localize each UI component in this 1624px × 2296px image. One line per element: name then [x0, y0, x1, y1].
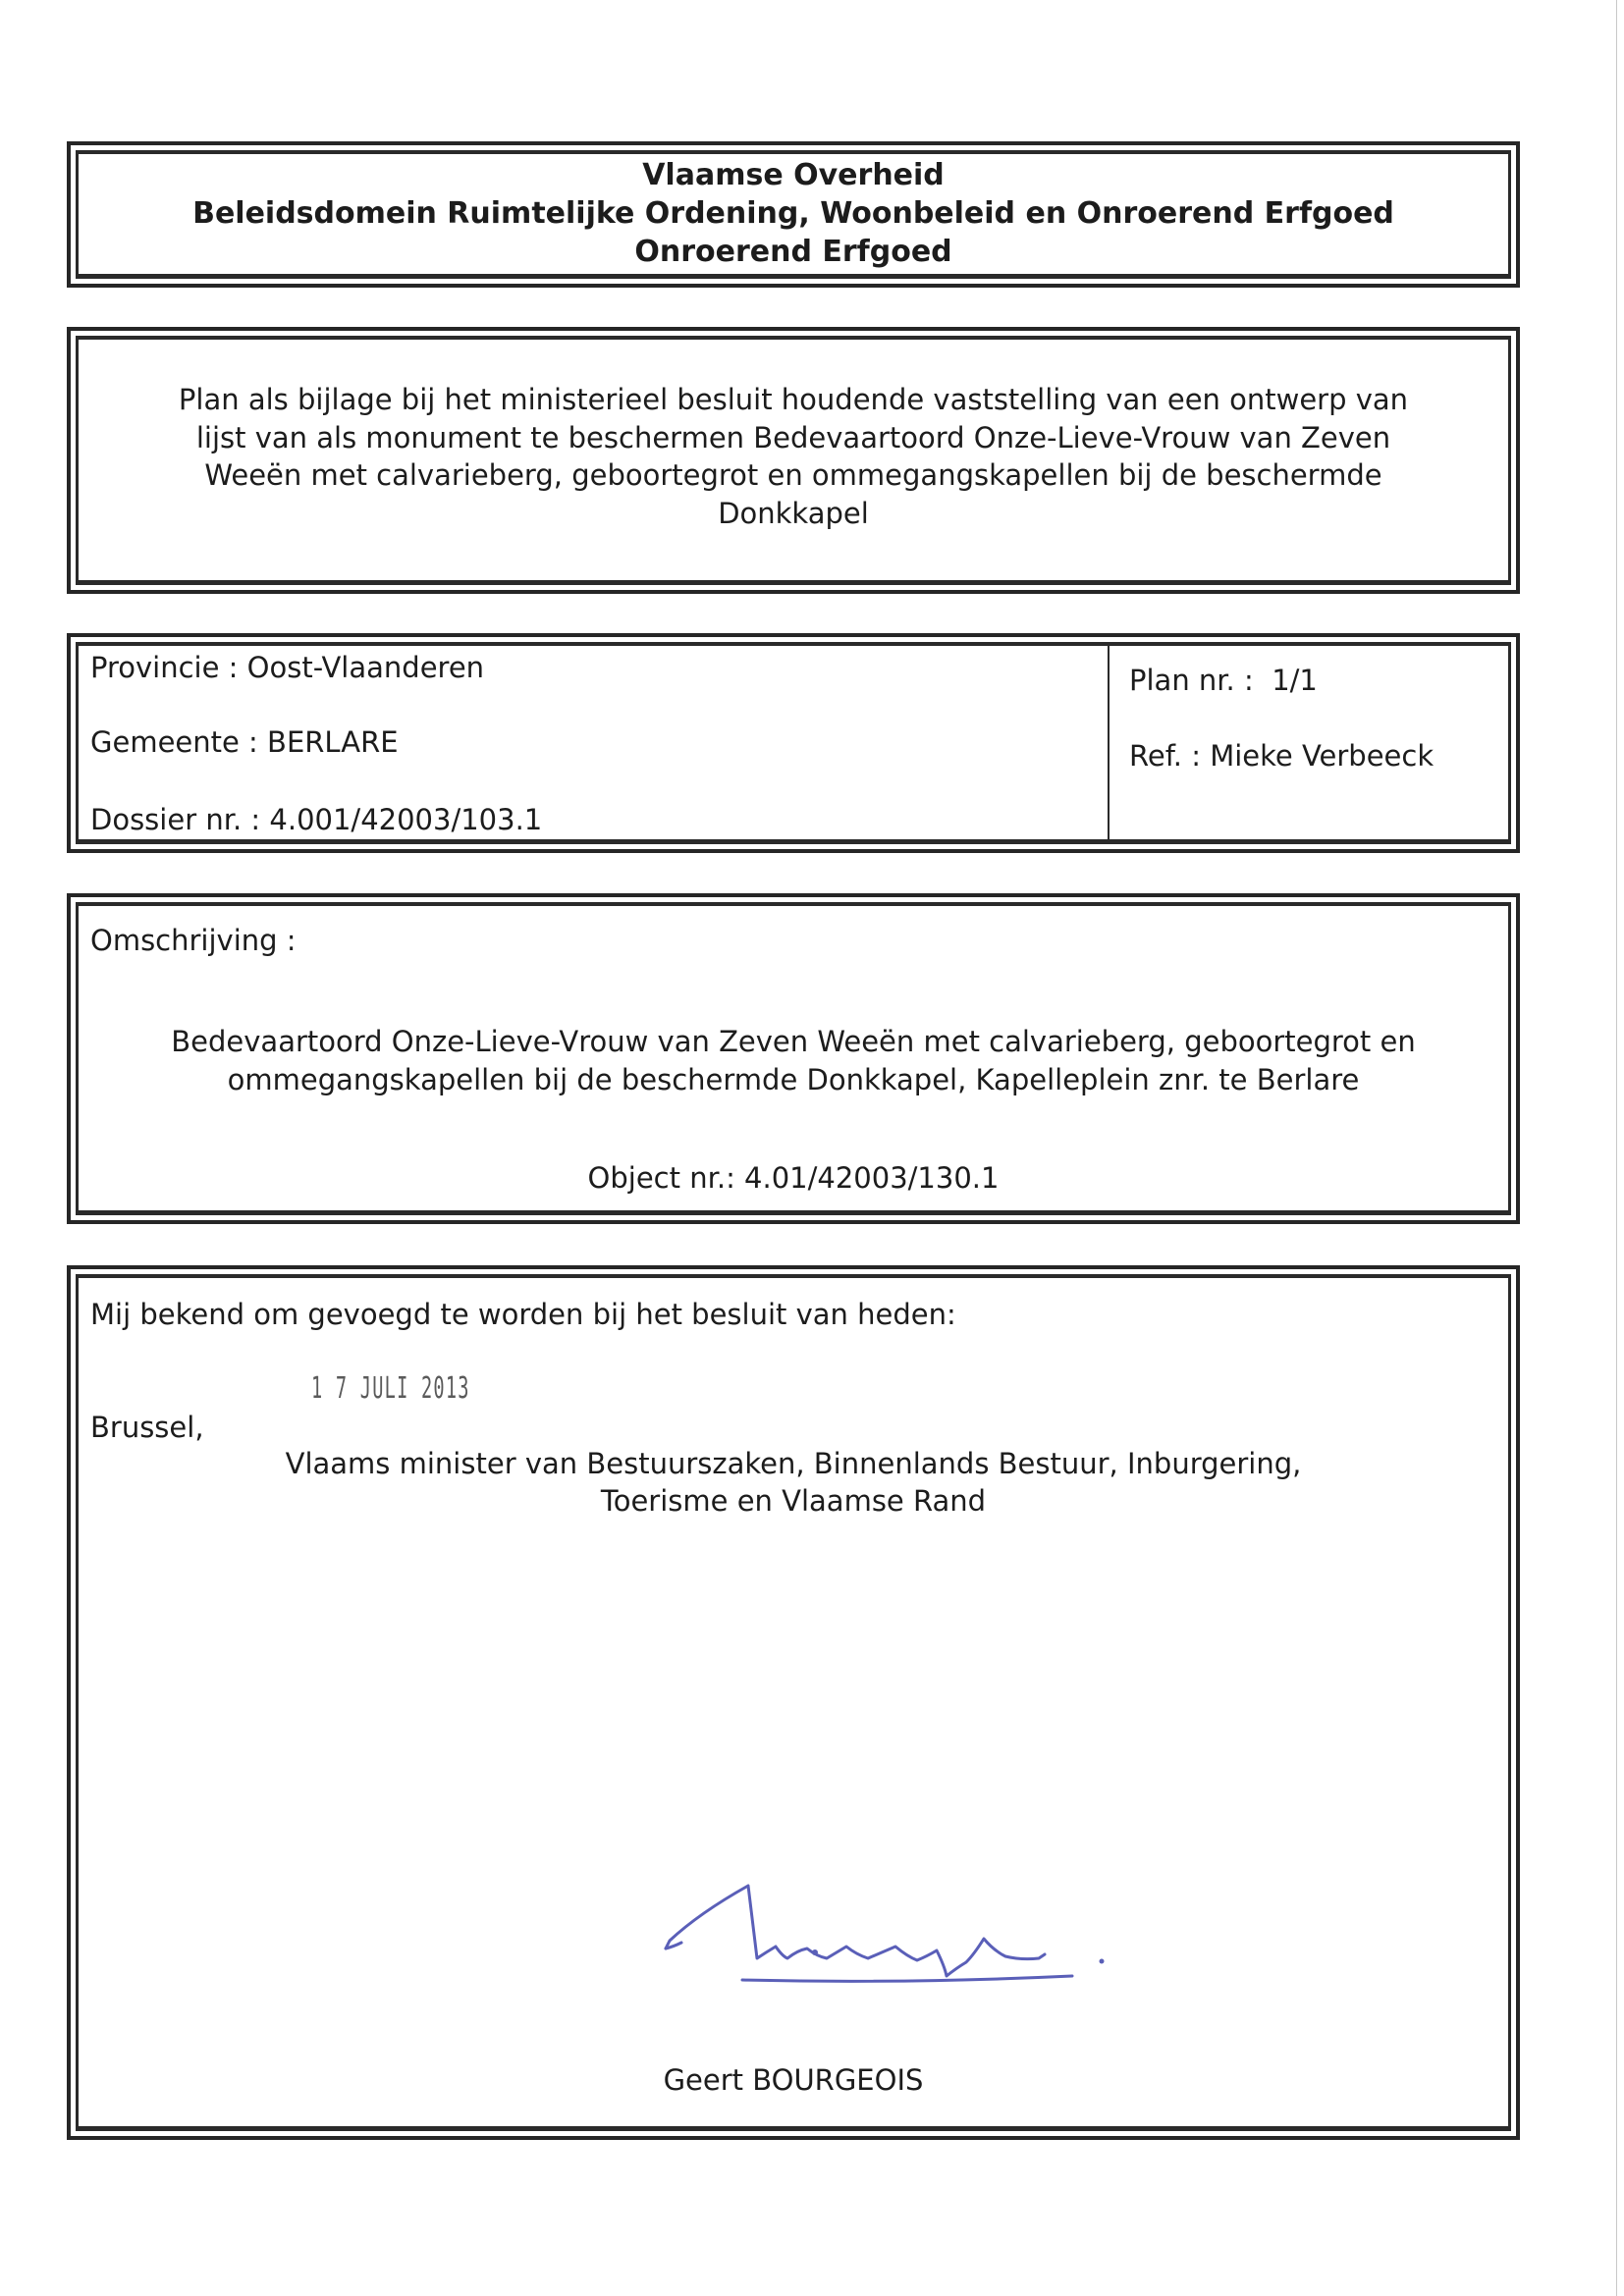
description-box — [67, 893, 1520, 1224]
minister-title-line: Toerisme en Vlaamse Rand — [600, 1484, 987, 1518]
date-stamp: 1 7 JULI 2013 — [311, 1371, 470, 1406]
plan-title-line: Weeën met calvarieberg, geboortegrot en ommegangskapellen bij de beschermde — [204, 458, 1382, 492]
place-label: Brussel, — [90, 1411, 204, 1444]
approval-box — [67, 1265, 1520, 2140]
ref-field: Ref. : Mieke Verbeeck — [1129, 739, 1435, 773]
approval-box-inner-border — [76, 1274, 1511, 2131]
info-box — [67, 633, 1520, 853]
plan-title-line: Donkkapel — [718, 497, 869, 530]
gemeente-field: Gemeente : BERLARE — [90, 725, 399, 759]
info-divider — [1108, 646, 1110, 839]
plan-title-box — [67, 327, 1520, 594]
plan-nr-field: Plan nr. : 1/1 — [1129, 664, 1318, 697]
provincie-field: Provincie : Oost-Vlaanderen — [90, 651, 485, 684]
header-domain: Beleidsdomein Ruimtelijke Ordening, Woonbeleid en Onroerend Erfgoed — [192, 196, 1394, 231]
plan-title-line: lijst van als monument te beschermen Bedevaartoord Onze-Lieve-Vrouw van Zeven — [195, 421, 1391, 454]
signatory-name: Geert BOURGEOIS — [663, 2063, 924, 2097]
header-org: Vlaamse Overheid — [642, 158, 945, 192]
signature — [660, 1878, 1229, 1996]
scan-edge — [1616, 0, 1617, 2296]
description-line: ommegangskapellen bij de beschermde Donkkapel, Kapelleplein znr. te Berlare — [227, 1063, 1360, 1096]
plan-title-line: Plan als bijlage bij het ministerieel besluit houdende vaststelling van een ontwerp van — [178, 383, 1409, 416]
approval-intro: Mij bekend om gevoegd te worden bij het besluit van heden: — [90, 1298, 956, 1331]
minister-title-line: Vlaams minister van Bestuurszaken, Binnenlands Bestuur, Inburgering, — [285, 1447, 1302, 1480]
dossier-field: Dossier nr. : 4.001/42003/103.1 — [90, 803, 543, 836]
header-agency: Onroerend Erfgoed — [634, 235, 952, 269]
description-label: Omschrijving : — [90, 924, 297, 957]
object-nr: Object nr.: 4.01/42003/130.1 — [587, 1161, 1000, 1195]
description-line: Bedevaartoord Onze-Lieve-Vrouw van Zeven Weeën met calvarieberg, geboortegrot en — [171, 1025, 1416, 1058]
header-box — [67, 141, 1520, 288]
